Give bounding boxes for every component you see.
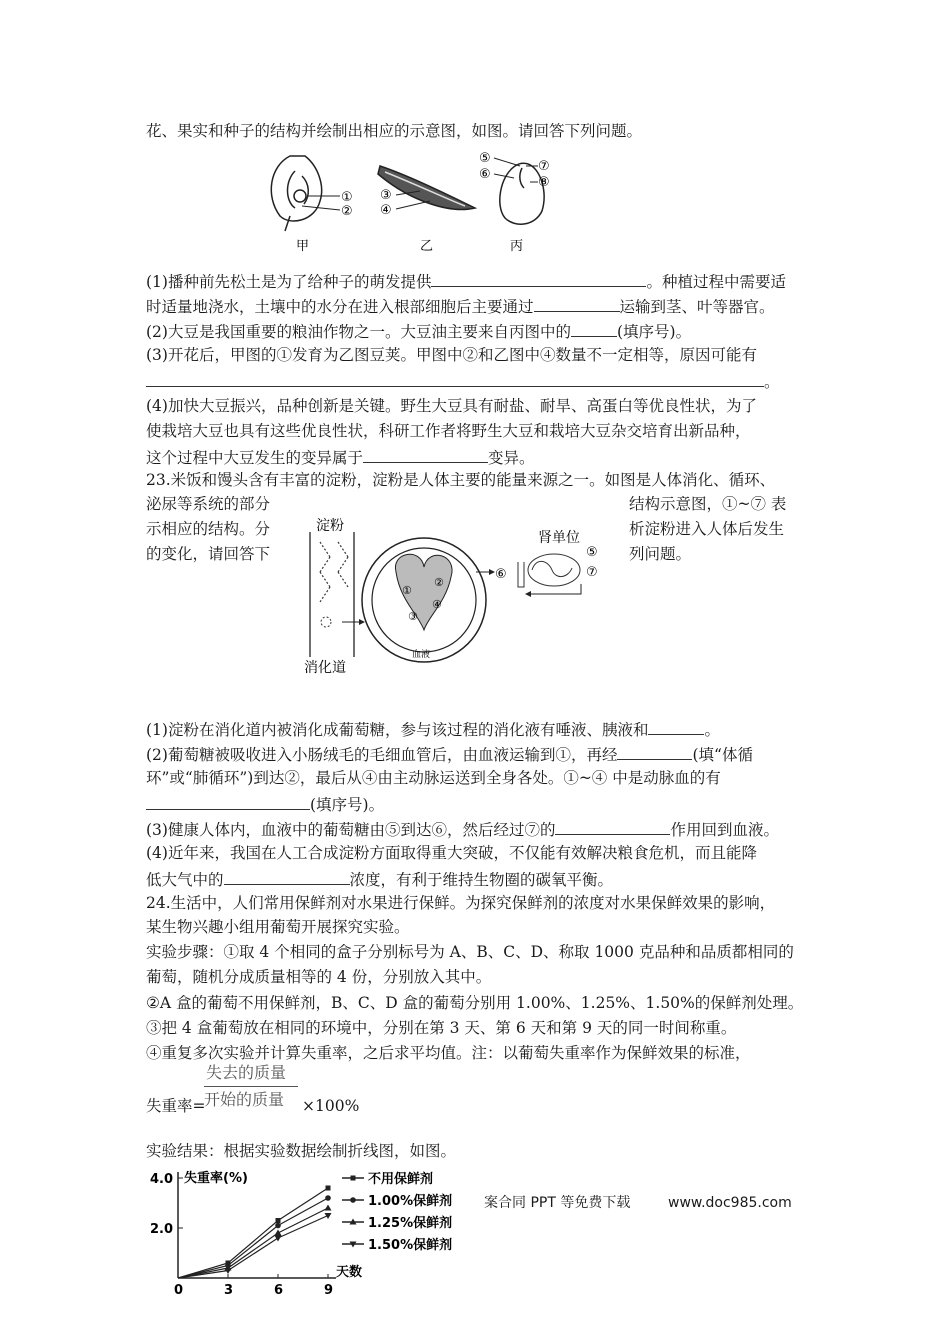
q23-part4-line1: (4)近年来，我国在人工合成淀粉方面取得重大突破，不仅能有效解决粮食危机，而且能降 (146, 844, 757, 862)
legend-label: 1.00%保鲜剂 (368, 1194, 453, 1209)
svg-text:①: ① (402, 584, 412, 597)
q22-blank-4[interactable] (146, 370, 764, 387)
intro-text: 花、果实和种子的结构并绘制出相应的示意图，如图。请回答下列问题。 (146, 122, 643, 140)
q23-right-2: 析淀粉进入人体后发生 (629, 520, 785, 538)
q22-blank-3[interactable] (571, 320, 617, 337)
q23-left-1: 泌尿等系统的部分 (146, 495, 271, 513)
y-tick-label: 4.0 (150, 1172, 174, 1187)
q23-part3: (3)健康人体内，血液中的葡萄糖由⑤到达⑥，然后经过⑦的 作用回到血液。 (146, 818, 779, 840)
mark-8: ⑧ (538, 175, 550, 190)
series-line (178, 1198, 328, 1278)
q23-left-2: 示相应的结构。分 (146, 520, 271, 538)
formula-suffix: ×100% (302, 1097, 360, 1115)
x-axis-label: 天数 (336, 1265, 363, 1280)
x-tick-label: 6 (274, 1283, 284, 1298)
series-line (178, 1216, 328, 1279)
data-point (275, 1223, 281, 1229)
mark-5: ⑤ (479, 151, 491, 166)
svg-text:④: ④ (432, 598, 442, 611)
mark-3: ③ (380, 188, 392, 203)
formula-numerator: 失去的质量 (206, 1063, 287, 1082)
legend-label: 1.50%保鲜剂 (368, 1238, 453, 1253)
q23-part2-line3: (填序号)。 (146, 793, 384, 815)
plant-structure-figure (260, 146, 580, 256)
fig-label-digestive-tract: 消化道 (304, 660, 346, 676)
y-axis-label: 失重率(%) (184, 1171, 248, 1186)
q23-part2-line2: 环”或“肺循环”)到达②，最后从④由主动脉运送到全身各处。①~④ 中是动脉血的有 (146, 769, 721, 787)
footer-promo: 案合同 PPT 等免费下载 (484, 1195, 631, 1211)
x-tick-label: 9 (324, 1283, 334, 1298)
q22-part3-line2: 。 (146, 370, 780, 392)
data-point (350, 1197, 356, 1203)
q22-blank-5[interactable] (363, 446, 488, 463)
fig-label-nephron: 肾单位 (538, 530, 580, 546)
data-point (275, 1230, 282, 1236)
q23-blank-2[interactable] (617, 743, 692, 760)
q22-blank-2[interactable] (534, 295, 620, 312)
q23-right-1: 结构示意图，①~⑦ 表 (629, 495, 787, 513)
fig-label-starch: 淀粉 (316, 518, 344, 534)
q22-part2: (2)大豆是我国重要的粮油作物之一。大豆油主要来自丙图中的 (填序号)。 (146, 320, 691, 342)
q24-line-2: 某生物兴趣小组用葡萄开展探究实验。 (146, 918, 410, 936)
q24-line-3: 实验步骤：①取 4 个相同的盒子分别标号为 A、B、C、D、称取 1000 克品种和品质都相同的 (146, 943, 794, 961)
q24-result: 实验结果：根据实验数据绘制折线图，如图。 (146, 1142, 457, 1160)
pod-drawing (378, 166, 475, 209)
mark-6: ⑥ (479, 167, 491, 182)
svg-text:⑦: ⑦ (586, 565, 598, 580)
q22-part4-line3: 这个过程中大豆发生的变异属于 变异。 (146, 446, 535, 468)
formula-denominator: 开始的质量 (204, 1090, 285, 1109)
q23-blank-5[interactable] (224, 868, 350, 885)
q23-right-3: 列问题。 (629, 545, 692, 563)
q22-blank-1[interactable] (431, 270, 646, 287)
legend-label: 不用保鲜剂 (368, 1172, 434, 1187)
q24-line-5: ②A 盒的葡萄不用保鲜剂，B、C、D 盒的葡萄分别用 1.00%、1.25%、1.50%的保鲜剂处理。 (146, 994, 804, 1012)
data-point (351, 1176, 356, 1181)
q22-part4-line2: 使栽培大豆也具有这些优良性状，科研工作者将野生大豆和栽培大豆杂交培育出新品种， (146, 422, 751, 440)
q23-blank-3[interactable] (146, 793, 310, 810)
mark-2: ② (341, 204, 353, 219)
q23-part4-line2: 低大气中的 浓度，有利于维持生物圈的碳氧平衡。 (146, 868, 613, 890)
q24-line-6: ③把 4 盒葡萄放在相同的环境中，分别在第 3 天、第 6 天和第 9 天的同一时间称重。 (146, 1019, 737, 1037)
q23-left-3: 的变化，请回答下 (146, 545, 271, 563)
data-point (325, 1205, 332, 1211)
x-tick-label: 3 (224, 1283, 234, 1298)
legend-label: 1.25%保鲜剂 (368, 1216, 453, 1231)
q22-part1-line2: 时适量地浇水，土壤中的水分在进入根部细胞后主要通过 运输到茎、叶等器官。 (146, 295, 775, 317)
series-line (178, 1208, 328, 1278)
weight-loss-chart (146, 1166, 486, 1298)
svg-text:③: ③ (408, 610, 418, 623)
q23-intro: 23.米饭和馒头含有丰富的淀粉，淀粉是人体主要的能量来源之一。如图是人体消化、循环、 (146, 471, 776, 489)
label-yi: 乙 (420, 239, 434, 254)
label-bing: 丙 (510, 239, 524, 254)
q23-blank-1[interactable] (648, 718, 704, 735)
q23-part2-line1: (2)葡萄糖被吸收进入小肠绒毛的毛细血管后，由血液运输到①，再经 (填“体循 (146, 743, 753, 765)
circulation-diagram (296, 512, 621, 682)
mark-1: ① (341, 190, 353, 205)
q23-part1: (1)淀粉在消化道内被消化成葡萄糖，参与该过程的消化液有唾液、胰液和 。 (146, 718, 720, 740)
q24-line-7: ④重复多次实验并计算失重率，之后求平均值。注：以葡萄失重率作为保鲜效果的标准， (146, 1044, 751, 1062)
mark-4: ④ (380, 203, 392, 218)
svg-text:⑤: ⑤ (586, 545, 598, 560)
formula-prefix: 失重率= (146, 1097, 206, 1115)
formula-fraction-bar (204, 1086, 298, 1087)
svg-text:②: ② (434, 576, 444, 589)
series-line (178, 1188, 328, 1278)
data-point (326, 1186, 331, 1191)
q23-blank-4[interactable] (555, 818, 670, 835)
mark-7: ⑦ (538, 159, 550, 174)
q24-line-4: 葡萄，随机分成质量相等的 4 份，分别放入其中。 (146, 968, 492, 986)
q22-part3-line1: (3)开花后，甲图的①发育为乙图豆荚。甲图中②和乙图中④数量不一定相等，原因可能有 (146, 346, 757, 364)
svg-text:⑥: ⑥ (495, 567, 507, 582)
footer-site-link[interactable]: www.doc985.com (668, 1195, 792, 1211)
q22-part1-line1: (1)播种前先松土是为了给种子的萌发提供 。种植过程中需要适 (146, 270, 786, 292)
flower-drawing (271, 156, 321, 231)
q24-line-1: 24.生活中，人们常用保鲜剂对水果进行保鲜。为探究保鲜剂的浓度对水果保鲜效果的影响， (146, 894, 776, 912)
data-point (275, 1236, 282, 1242)
data-point (276, 1218, 281, 1223)
x-tick-label: 0 (174, 1283, 184, 1298)
q22-part4-line1: (4)加快大豆振兴，品种创新是关键。野生大豆具有耐盐、耐旱、高蛋白等优良性状，为了 (146, 397, 757, 415)
label-jia: 甲 (296, 239, 310, 254)
data-point (325, 1195, 331, 1201)
y-tick-label: 2.0 (150, 1222, 174, 1237)
fig-label-blood: 血液 (412, 650, 431, 660)
